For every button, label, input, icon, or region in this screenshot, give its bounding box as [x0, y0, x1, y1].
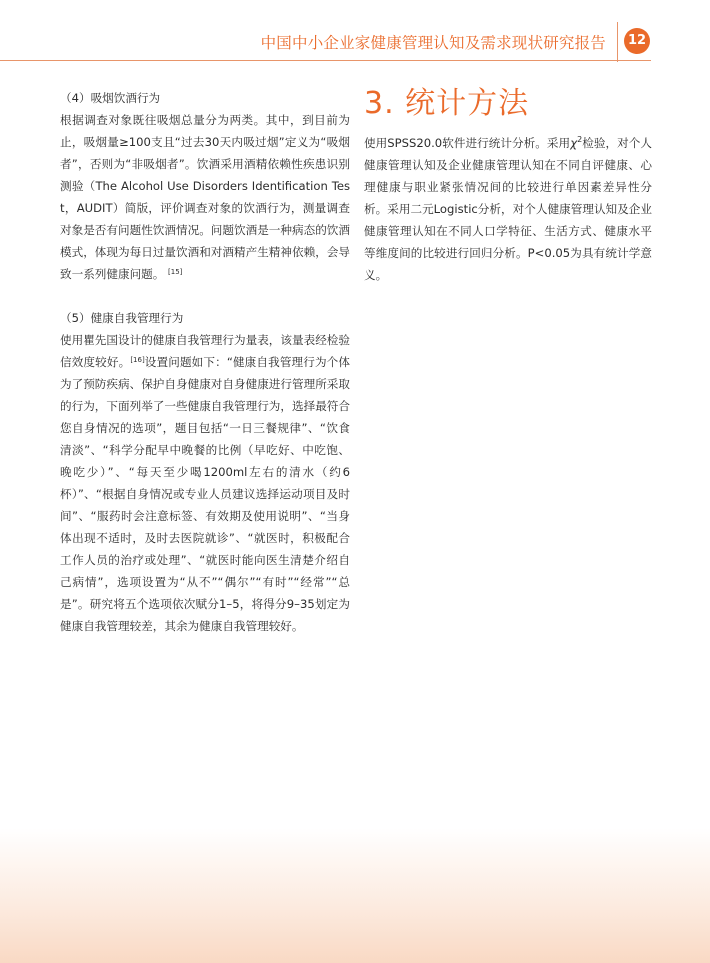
page-number-badge: 12 — [624, 28, 650, 54]
citation-15: [15] — [168, 268, 183, 276]
statistics-text-a: 使用SPSS20.0软件进行统计分析。采用 — [364, 136, 571, 150]
right-column — [364, 87, 652, 286]
paragraph-gap — [60, 285, 350, 307]
chi-square-symbol: χ — [570, 136, 578, 150]
self-management-heading: （5）健康自我管理行为 — [60, 311, 184, 325]
header-divider — [617, 22, 618, 62]
citation-16: [16] — [130, 356, 145, 364]
statistics-text-b: 检验，对个人健康管理认知及企业健康管理认知在不同自评健康、心理健康与职业紧张情况间的比较进行单因素差异性分析。采用二元Logistic分析，对个人健康管理认知及企业健康管理认知在不同人口学特征、生活方式、健康水平等维度间的比较进行回归分析。P<0.05为具有统计学意义。 — [364, 136, 652, 282]
statistics-paragraph — [364, 132, 652, 286]
self-management-paragraph — [60, 329, 350, 637]
smoking-drinking-paragraph — [60, 109, 350, 285]
header-rule — [0, 60, 651, 61]
left-column — [60, 87, 350, 637]
smoking-drinking-heading: （4）吸烟饮酒行为 — [60, 91, 161, 105]
self-management-text-b: 设置问题如下：“健康自我管理行为个体为了预防疾病、保护自身健康对自身健康进行管理所采取的行为，下面列举了一些健康自我管理行为，选择最符合您自身情况的选项”，题目包括“一日三餐规律”、“饮食清淡”、“科学分配早中晚餐的比例（早吃好、中吃饱、晚吃少）”、“每天至少喝1200ml左右的清水（约6杯）”、“根据自身情况或专业人员建议选择运动项目及时间”、“服药时会注意标签、有效期及使用说明”、“当身体出现不适时，及时去医院就诊”、“就医时，积极配合工作人员的治疗或处理”、“就医时能向医生清楚介绍自己病情”，选项设置为“从不”“偶尔”“有时”“经常”“总是”。研究将五个选项依次赋分1–5，将得分9–35划定为健康自我管理较差，其余为健康自我管理较好。 — [60, 355, 350, 633]
smoking-drinking-text: 根据调查对象既往吸烟总量分为两类。其中，到目前为止，吸烟量≥100支且“过去30天内吸过烟”定义为“吸烟者”，否则为“非吸烟者”。饮酒采用酒精依赖性疾患识别测验（The Alcohol Use Disorders Identification Test，AUDIT）简版，评价调查对象的饮酒行为，测量调查对象是否有问题性饮酒情况。问题饮酒是一种病态的饮酒模式，体现为每日过量饮酒和对酒精产生精神依赖，会导致一系列健康问题。 — [60, 113, 350, 281]
chi-square-exponent: 2 — [577, 135, 583, 145]
header-title: 中国中小企业家健康管理认知及需求现状研究报告 — [260, 34, 606, 52]
self-management-text-a: 使用瞿先国设计的健康自我管理行为量表，该量表经检验信效度较好。 — [60, 333, 350, 369]
section-title: 3. 统计方法 — [364, 86, 530, 121]
